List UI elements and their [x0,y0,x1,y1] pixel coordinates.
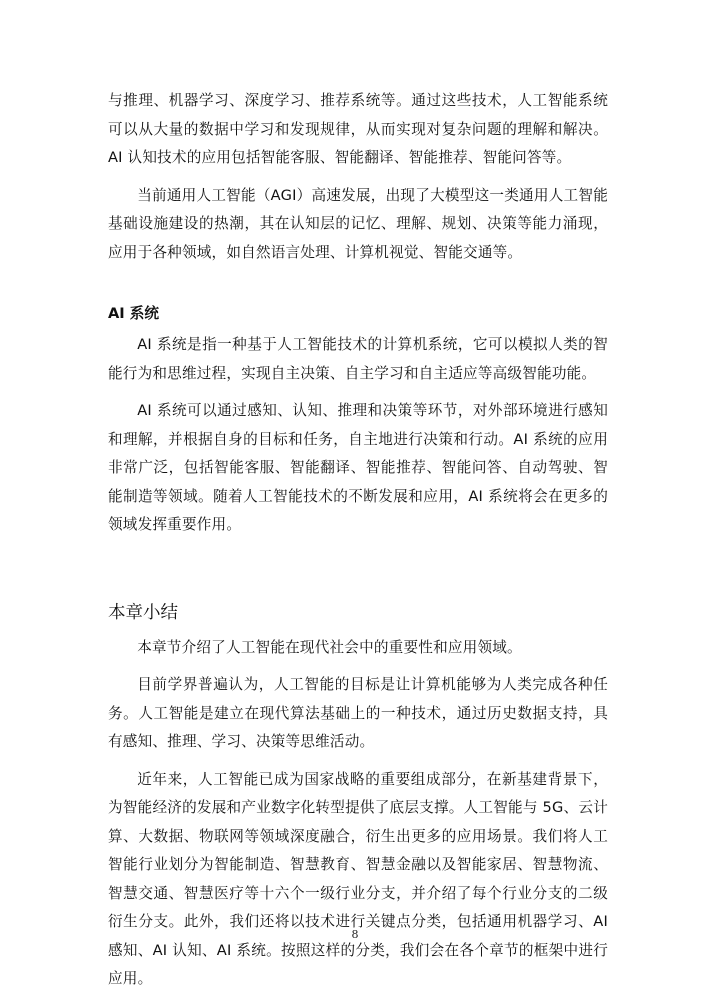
chapter-summary-heading: 本章小结 [108,602,178,623]
document-page [108,87,608,994]
ai-system-paragraph-1: AI 系统是指一种基于人工智能技术的计算机系统，它可以模拟人类的智能行为和思维过程，实现自主决策、自主学习和自主适应等高级智能功能。 [108,336,608,382]
summary-paragraph-3: 近年来，人工智能已成为国家战略的重要组成部分，在新基建背景下，为智能经济的发展和产业数字化转型提供了底层支撑。人工智能与 5G、云计算、大数据、物联网等领域深度融合，衍生出更多的应用场景。我们将人工智能行业划分为智能制造、智慧教育、智慧金融以及智能家居、智慧物流、智慧交通、智慧医疗等十六个一级行业分支，并介绍了每个行业分支的二级衍生分支。此外，我们还将以技术进行关键点分类，包括通用机器学习、AI 感知、AI 认知、AI 系统。按照这样的分类，我们会在各个章节的框架中进行应用。 [108,770,608,987]
summary-paragraph-2: 目前学界普遍认为，人工智能的目标是让计算机能够为人类完成各种任务。人工智能是建立在现代算法基础上的一种技术，通过历史数据支持，具有感知、推理、学习、决策等思维活动。 [108,676,608,750]
summary-paragraph-1: 本章节介绍了人工智能在现代社会中的重要性和应用领域。 [137,638,522,656]
section-heading-ai-system: AI 系统 [108,305,159,322]
intro-paragraph-agi: 当前通用人工智能（AGI）高速发展，出现了大模型这一类通用人工智能基础设施建设的热潮，其在认知层的记忆、理解、规划、决策等能力涌现，应用于各种领域，如自然语言处理、计算机视觉、智能交通等。 [108,186,608,261]
ai-system-paragraph-2: AI 系统可以通过感知、认知、推理和决策等环节，对外部环境进行感知和理解，并根据自身的目标和任务，自主地进行决策和行动。AI 系统的应用非常广泛，包括智能客服、智能翻译、智能推荐、智能问答、自动驾驶、智能制造等领域。随着人工智能技术的不断发展和应用，AI 系统将会在更多的领域发挥重要作用。 [108,402,608,533]
intro-paragraph-continued: 与推理、机器学习、深度学习、推荐系统等。通过这些技术，人工智能系统可以从大量的数据中学习和发现规律，从而实现对复杂问题的理解和解决。AI 认知技术的应用包括智能客服、智能翻译、智能推荐、智能问答等。 [108,92,608,166]
page-number: 8 [351,928,359,941]
